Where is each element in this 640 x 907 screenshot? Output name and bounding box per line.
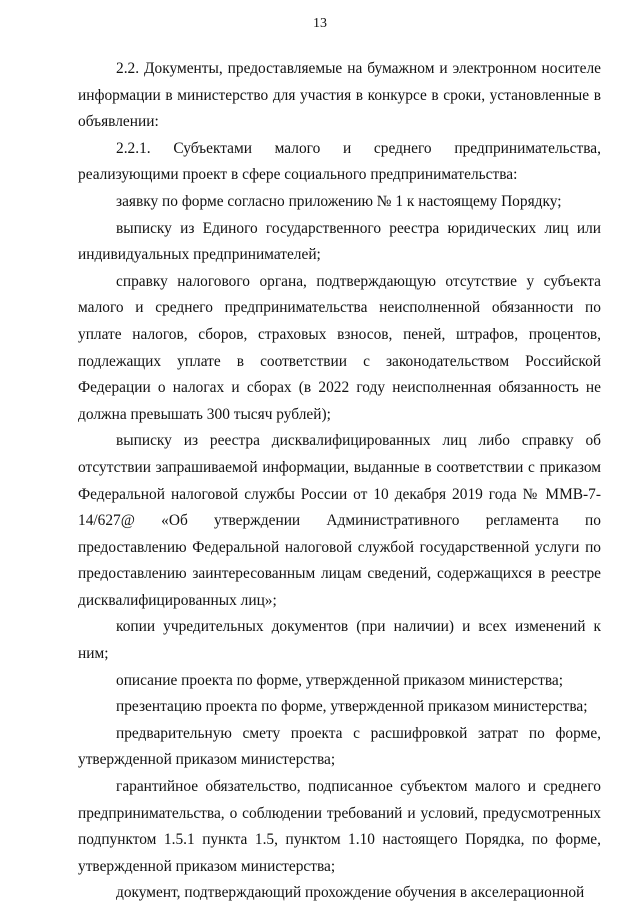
list-item-tax-certificate: справку налогового органа, подтверждающую отсутствие у субъекта малого и среднего предпринимательства неисполненной обязанности по уплате налогов, сборов, страховых взносов, пеней, штрафов, процентов, подлежащих уплате в соответствии с законодательством Российской Федерации о налогах и сборах (в 2022 году неисполненная обязанность не должна превышать 300 тысяч рублей); bbox=[78, 272, 601, 423]
page-number: 13 bbox=[313, 16, 327, 31]
paragraph-2-2: 2.2. Документы, предоставляемые на бумажном и электронном носителе информации в министерство для участия в конкурсе в сроки, установленные в объявлении: bbox=[78, 60, 601, 131]
list-item-application: заявку по форме согласно приложению № 1 к настоящему Порядку; bbox=[116, 192, 562, 210]
list-item-guarantee-obligation: гарантийное обязательство, подписанное субъектом малого и среднего предпринимательства, о соблюдении требований и условий, предусмотренных подпунктом 1.5.1 пункта 1.5, пунктом 1.10 настоящего Порядка, по форме, утвержденной приказом министерства; bbox=[78, 778, 601, 875]
list-item-founding-documents: копии учредительных документов (при наличии) и всех изменений к ним; bbox=[78, 618, 601, 663]
list-item-project-description: описание проекта по форме, утвержденной приказом министерства; bbox=[116, 671, 564, 689]
list-item-cost-estimate: предварительную смету проекта с расшифровкой затрат по форме, утвержденной приказом министерства; bbox=[78, 724, 601, 769]
list-item-disqualified-registry: выписку из реестра дисквалифицированных лиц либо справку об отсутствии запрашиваемой информации, выданные в соответствии с приказом Федеральной налоговой службы России от 10 декабря 2019 года № ММВ-7-14/627@ «Об утверждении Административного регламента по предоставлению Федеральной налоговой службой государственной услуги по предоставлению заинтересованным лицам сведений, содержащихся в реестре дисквалифицированных лиц»; bbox=[78, 432, 601, 609]
document-body bbox=[78, 56, 601, 907]
paragraph-2-2-1: 2.2.1. Субъектами малого и среднего предпринимательства, реализующими проект в сфере социального предпринимательства: bbox=[78, 139, 601, 184]
list-item-registry-extract: выписку из Единого государственного реестра юридических лиц или индивидуальных предпринимателей; bbox=[78, 219, 601, 264]
list-item-project-presentation: презентацию проекта по форме, утвержденной приказом министерства; bbox=[116, 698, 588, 716]
list-item-training-document: документ, подтверждающий прохождение обучения в акселерационной bbox=[116, 884, 585, 902]
